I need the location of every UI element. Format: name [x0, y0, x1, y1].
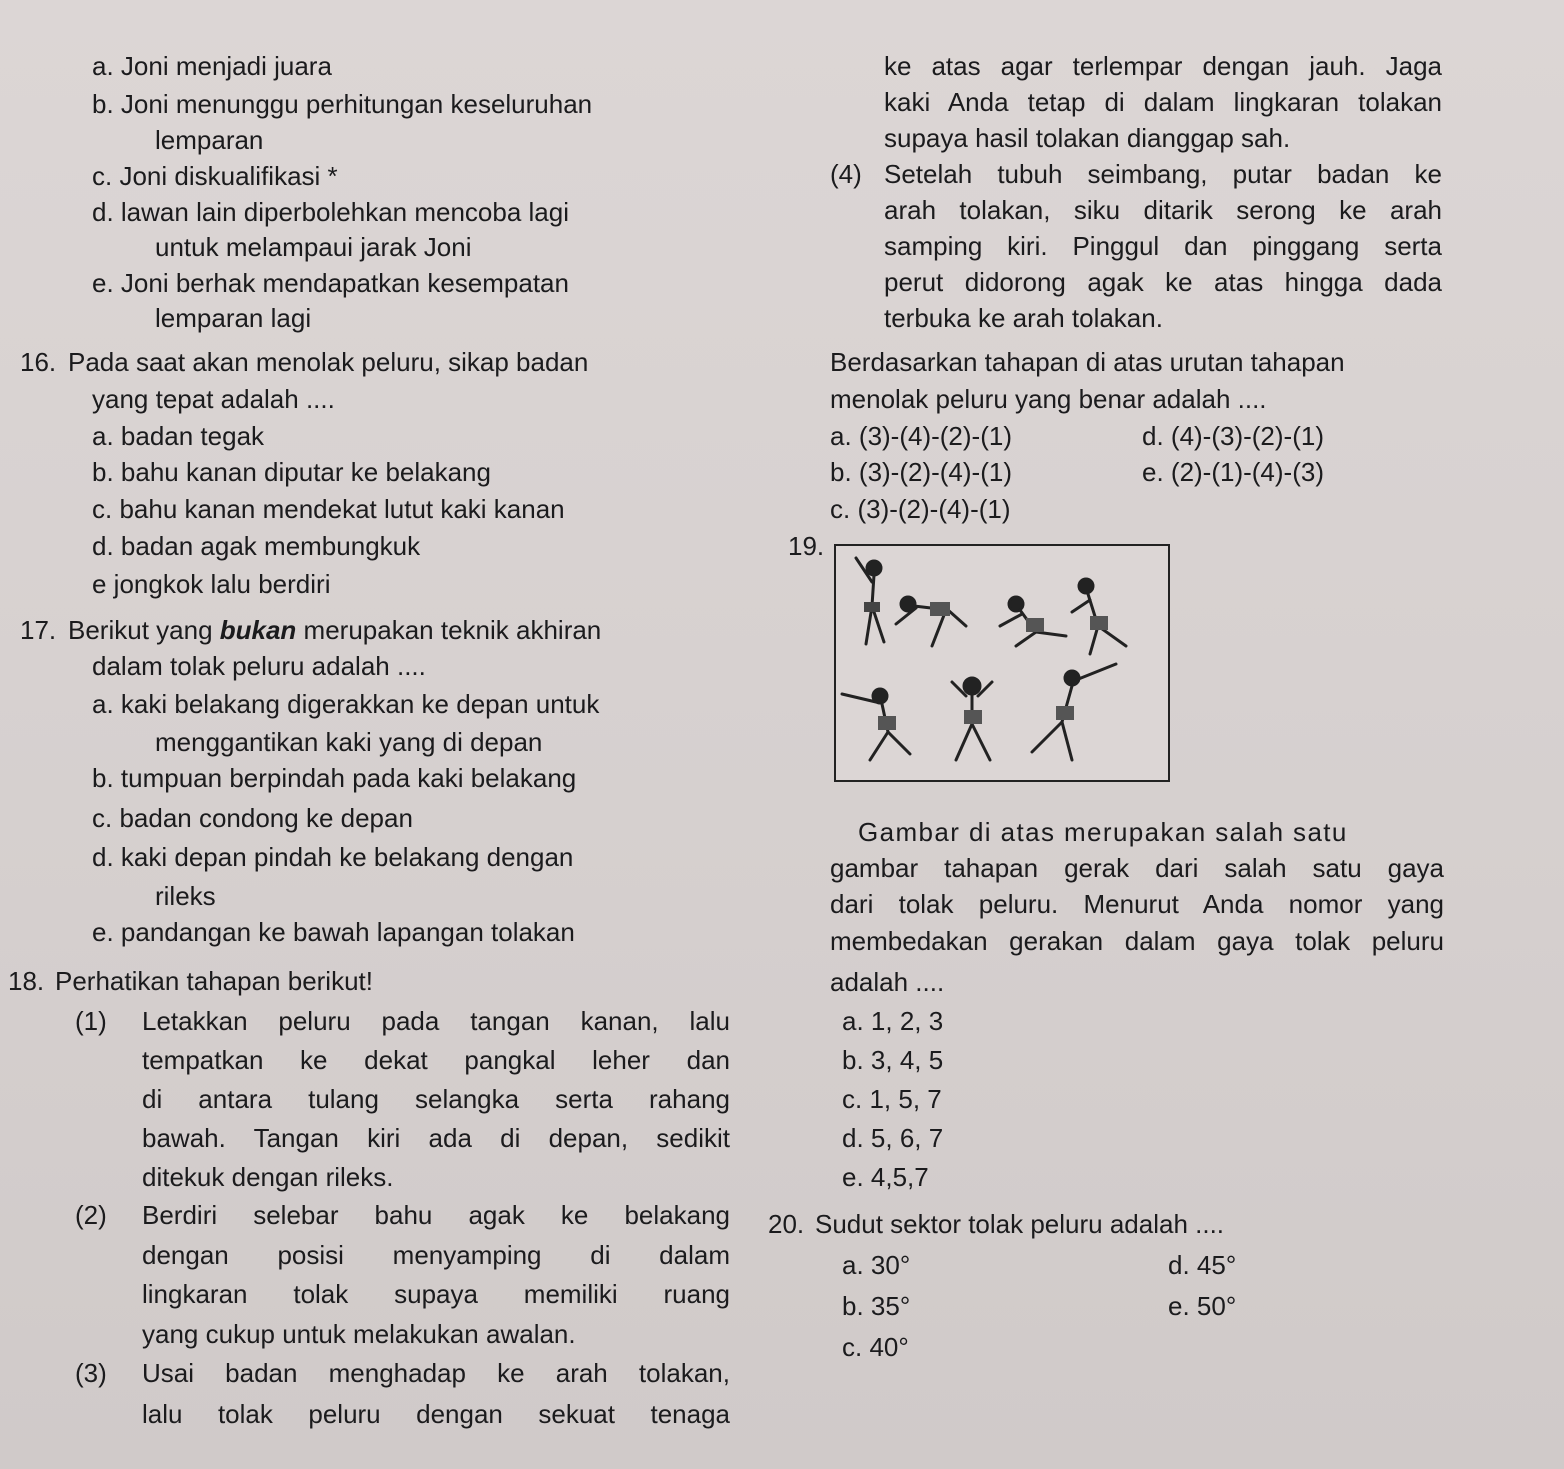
q19-stem-line5: adalah ....: [830, 967, 945, 997]
athlete-figure-6: [952, 678, 992, 760]
q18-step3-line1: Usai badan menghadap ke arah tolakan,: [142, 1358, 730, 1388]
q17-option-a: a. kaki belakang digerakkan ke depan untuk: [92, 689, 600, 719]
q18-step2-line2: dengan posisi menyamping di dalam: [142, 1240, 730, 1270]
q19-stem-line2: gambar tahapan gerak dari salah satu gaya: [830, 853, 1444, 883]
q17-option-a-cont: menggantikan kaki yang di depan: [155, 727, 543, 757]
q16-option-c: c. bahu kanan mendekat lutut kaki kanan: [92, 494, 565, 524]
q19-option-a: a. 1, 2, 3: [842, 1006, 944, 1036]
q18-step4-line3: samping kiri. Pinggul dan pinggang serta: [884, 231, 1442, 261]
q15-option-a: a. Joni menjadi juara: [92, 51, 332, 81]
athlete-figure-3: [1000, 597, 1066, 646]
q18-question-line2: menolak peluru yang benar adalah ....: [830, 384, 1267, 414]
q18-option-c: c. (3)-(2)-(4)-(1): [830, 494, 1011, 524]
q15-option-b: b. Joni menunggu perhitungan keseluruhan: [92, 89, 593, 119]
q17-stem-cont: dalam tolak peluru adalah ....: [92, 651, 426, 681]
q19-option-b: b. 3, 4, 5: [842, 1045, 944, 1075]
q20-option-c: c. 40°: [842, 1332, 909, 1362]
q17-number: 17.: [20, 615, 57, 645]
q20-option-d: d. 45°: [1168, 1250, 1237, 1280]
q18-number: 18.: [8, 966, 45, 996]
q15-option-e: e. Joni berhak mendapatkan kesempatan: [92, 268, 569, 298]
q18-option-a: a. (3)-(4)-(2)-(1): [830, 421, 1012, 451]
q18-step3-line2: lalu tolak peluru dengan sekuat tenaga: [142, 1399, 730, 1429]
q18-step1-line2: tempatkan ke dekat pangkal leher dan: [142, 1045, 730, 1075]
shot-put-sequence-figure: [834, 544, 1170, 782]
q16-stem: Pada saat akan menolak peluru, sikap badan: [68, 347, 589, 377]
q16-option-e: e jongkok lalu berdiri: [92, 569, 331, 599]
q18-step2-label: (2): [75, 1200, 107, 1230]
shot-put-illustration: [836, 546, 1168, 780]
q15-option-b-cont: lemparan: [155, 125, 264, 155]
q20-option-b: b. 35°: [842, 1291, 911, 1321]
q20-option-a: a. 30°: [842, 1250, 911, 1280]
q18-step1-label: (1): [75, 1006, 107, 1036]
q18-step3-line4: kaki Anda tetap di dalam lingkaran tolakan: [884, 87, 1442, 117]
q18-step4-line4: perut didorong agak ke atas hingga dada: [884, 267, 1442, 297]
q18-step1-line1: Letakkan peluru pada tangan kanan, lalu: [142, 1006, 730, 1036]
q15-option-d: d. lawan lain diperbolehkan mencoba lagi: [92, 197, 569, 227]
q18-option-e: e. (2)-(1)-(4)-(3): [1142, 457, 1324, 487]
q17-option-e: e. pandangan ke bawah lapangan tolakan: [92, 917, 575, 947]
q18-step2-line1: Berdiri selebar bahu agak ke belakang: [142, 1200, 730, 1230]
q20-number: 20.: [768, 1209, 805, 1239]
q20-option-e: e. 50°: [1168, 1291, 1237, 1321]
athlete-figure-5: [842, 689, 910, 760]
q18-option-d: d. (4)-(3)-(2)-(1): [1142, 421, 1324, 451]
q16-option-d: d. badan agak membungkuk: [92, 531, 421, 561]
q18-step3-line5: supaya hasil tolakan dianggap sah.: [884, 123, 1291, 153]
athlete-figure-2: [896, 597, 966, 646]
athlete-figure-7: [1032, 664, 1116, 760]
athlete-figure-1: [856, 558, 884, 644]
q18-step4-line2: arah tolakan, siku ditarik serong ke arah: [884, 195, 1442, 225]
q18-step4-line5: terbuka ke arah tolakan.: [884, 303, 1163, 333]
q17-option-d: d. kaki depan pindah ke belakang dengan: [92, 842, 574, 872]
q19-stem-line3: dari tolak peluru. Menurut Anda nomor yang: [830, 889, 1444, 919]
q20-stem: Sudut sektor tolak peluru adalah ....: [815, 1209, 1225, 1239]
q15-option-c: c. Joni diskualifikasi *: [92, 161, 338, 191]
q18-option-b: b. (3)-(2)-(4)-(1): [830, 457, 1012, 487]
q19-stem-line1: Gambar di atas merupakan salah satu: [858, 817, 1348, 847]
q18-step2-line4: yang cukup untuk melakukan awalan.: [142, 1319, 576, 1349]
q19-option-c: c. 1, 5, 7: [842, 1084, 942, 1114]
q19-number: 19.: [788, 531, 825, 561]
q17-option-d-cont: rileks: [155, 881, 216, 911]
q18-question-line1: Berdasarkan tahapan di atas urutan tahapan: [830, 347, 1345, 377]
q18-step3-label: (3): [75, 1358, 107, 1388]
q18-step2-line3: lingkaran tolak supaya memiliki ruang: [142, 1279, 730, 1309]
q17-option-b: b. tumpuan berpindah pada kaki belakang: [92, 763, 577, 793]
q18-step3-line3: ke atas agar terlempar dengan jauh. Jaga: [884, 51, 1442, 81]
q18-stem: Perhatikan tahapan berikut!: [55, 966, 373, 996]
q18-step4-line1: Setelah tubuh seimbang, putar badan ke: [884, 159, 1442, 189]
q15-option-d-cont: untuk melampaui jarak Joni: [155, 232, 472, 262]
q16-stem-cont: yang tepat adalah ....: [92, 384, 335, 414]
q16-number: 16.: [20, 347, 57, 377]
q19-option-d: d. 5, 6, 7: [842, 1123, 944, 1153]
athlete-figure-4: [1072, 579, 1126, 654]
q17-stem: Berikut yang bukan merupakan teknik akhiran: [68, 615, 602, 645]
q16-option-a: a. badan tegak: [92, 421, 265, 451]
q19-stem-line4: membedakan gerakan dalam gaya tolak peluru: [830, 926, 1444, 956]
q17-option-c: c. badan condong ke depan: [92, 803, 413, 833]
q18-step1-line5: ditekuk dengan rileks.: [142, 1162, 394, 1192]
q16-option-b: b. bahu kanan diputar ke belakang: [92, 457, 491, 487]
q18-step1-line4: bawah. Tangan kiri ada di depan, sedikit: [142, 1123, 730, 1153]
q15-option-e-cont: lemparan lagi: [155, 303, 312, 333]
q19-option-e: e. 4,5,7: [842, 1162, 929, 1192]
q18-step1-line3: di antara tulang selangka serta rahang: [142, 1084, 730, 1114]
q18-step4-label: (4): [830, 159, 862, 189]
